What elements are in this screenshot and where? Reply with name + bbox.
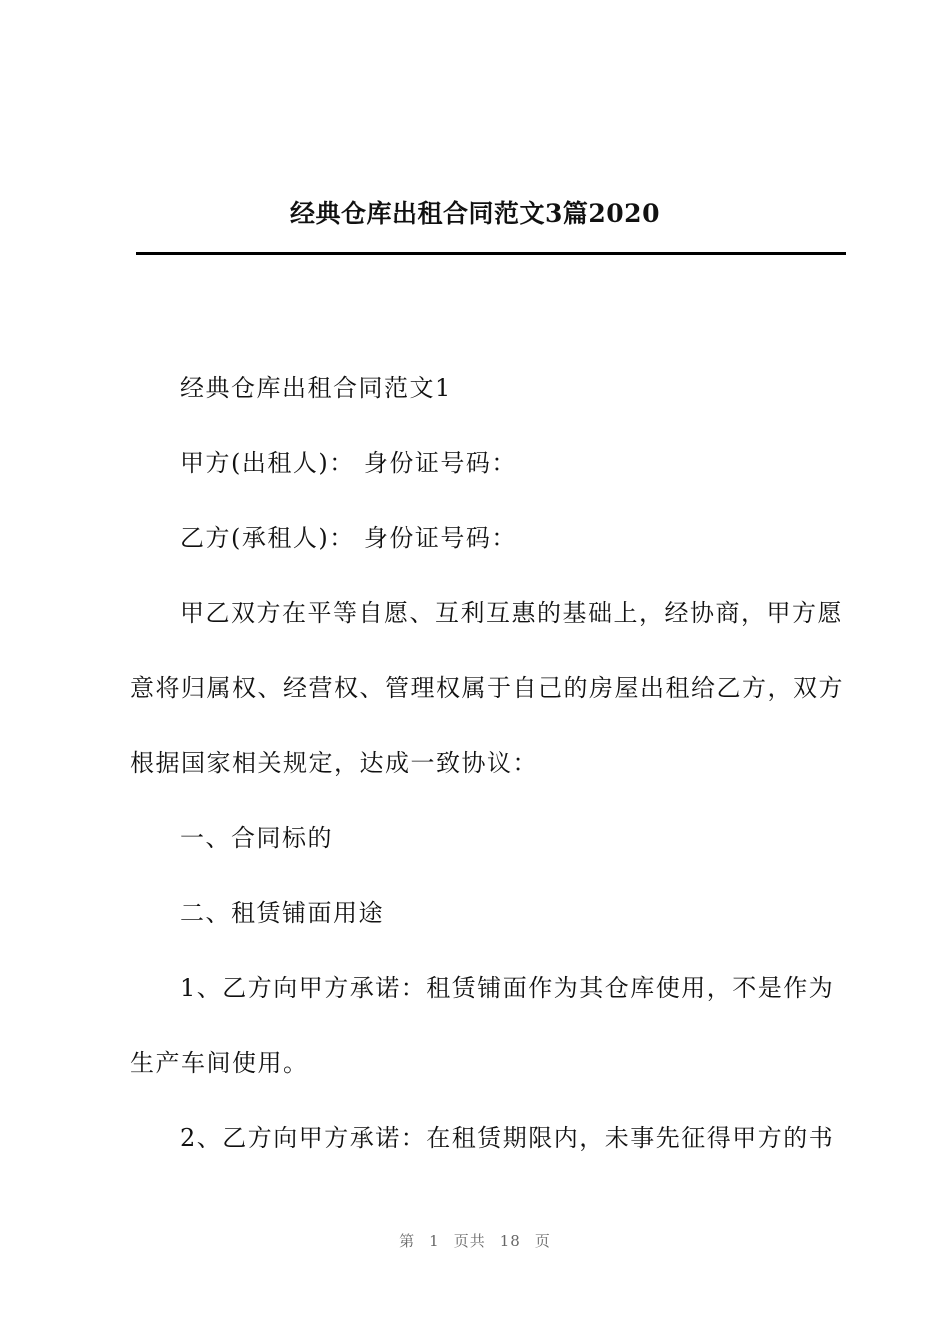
footer-suffix: 页	[534, 1232, 551, 1250]
preamble-paragraph: 甲乙双方在平等自愿、互利互惠的基础上，经协商，甲方愿意将归属权、经营权、管理权属于自己的房屋出租给乙方，双方根据国家相关规定，达成一致协议：	[130, 599, 844, 777]
clause-item-2: 2、乙方向甲方承诺：在租赁期限内，未事先征得甲方的书	[180, 1124, 835, 1152]
footer-mid: 页共	[453, 1232, 486, 1250]
clause-item-1: 1、乙方向甲方承诺：租赁铺面作为其仓库使用，不是作为生产车间使用。	[130, 974, 835, 1077]
current-page-number: 1	[429, 1232, 440, 1250]
page-footer	[0, 1230, 950, 1251]
title-underline	[136, 252, 846, 255]
clause-heading-1: 一、合同标的	[180, 824, 333, 852]
total-pages-number: 18	[499, 1232, 521, 1250]
document-title: 经典仓库出租合同范文3篇2020	[290, 199, 660, 228]
party-b-line: 乙方(承租人)： 身份证号码：	[180, 524, 517, 552]
clause-heading-2: 二、租赁铺面用途	[180, 899, 384, 927]
section-heading: 经典仓库出租合同范文1	[180, 374, 452, 402]
footer-prefix: 第	[399, 1232, 416, 1250]
party-a-line: 甲方(出租人)： 身份证号码：	[180, 449, 517, 477]
document-body	[130, 351, 850, 1176]
